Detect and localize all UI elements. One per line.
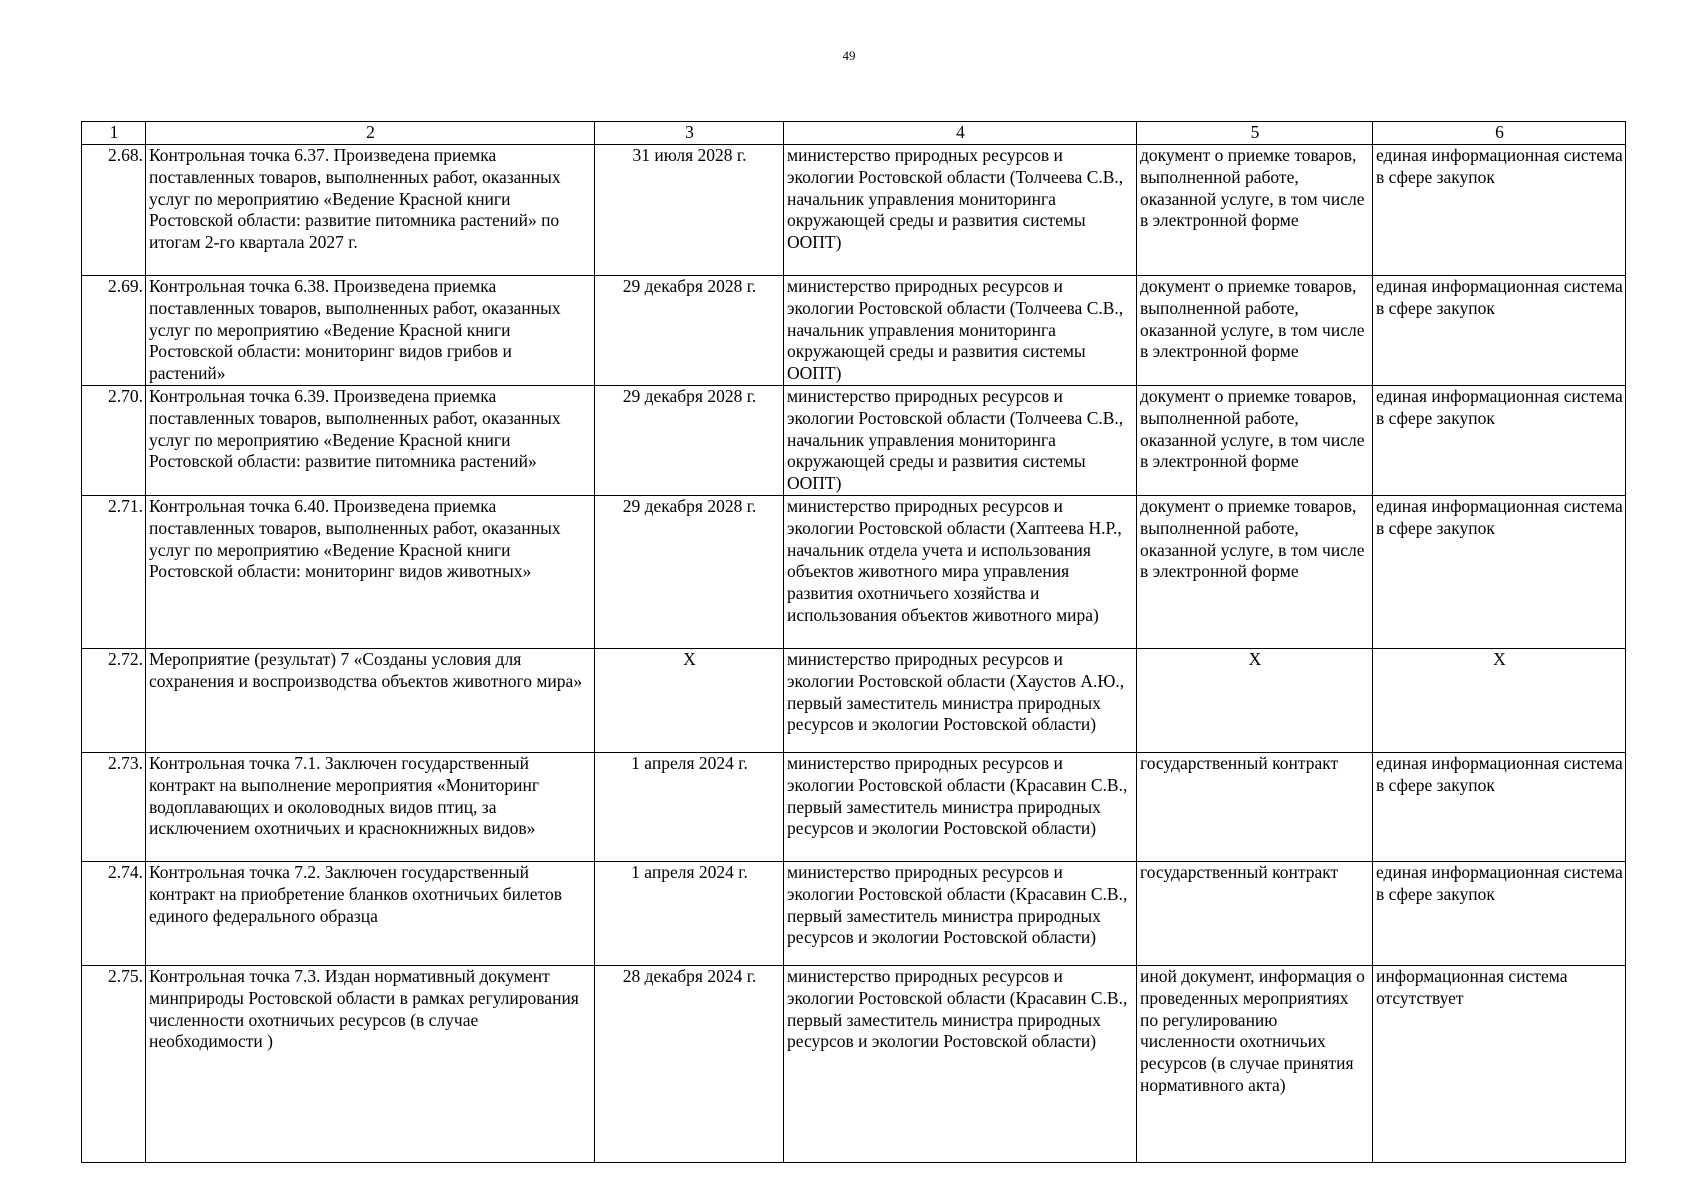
column-number: 3	[595, 122, 784, 145]
information-system: единая информационная система в сфере закупок	[1373, 276, 1626, 386]
responsible-executor: министерство природных ресурсов и экологии Ростовской области (Красавин С.В., первый заместитель министра природных ресурсов и экологии Ростовской области)	[784, 752, 1137, 861]
column-number: 5	[1137, 122, 1373, 145]
information-system: единая информационная система в сфере закупок	[1373, 752, 1626, 861]
column-number: 1	[82, 122, 146, 145]
responsible-executor: министерство природных ресурсов и экологии Ростовской области (Красавин С.В., первый заместитель министра природных ресурсов и экологии Ростовской области)	[784, 861, 1137, 965]
confirming-document: документ о приемке товаров, выполненной работе, оказанной услуге, в том числе в электронной форме	[1137, 145, 1373, 276]
due-date: 29 декабря 2028 г.	[595, 276, 784, 386]
due-date: 1 апреля 2024 г.	[595, 861, 784, 965]
column-number: 6	[1373, 122, 1626, 145]
row-number: 2.71.	[82, 495, 146, 648]
table-row	[82, 145, 1626, 276]
information-system: единая информационная система в сфере закупок	[1373, 861, 1626, 965]
table-row	[82, 276, 1626, 386]
due-date: 29 декабря 2028 г.	[595, 385, 784, 495]
table-row	[82, 752, 1626, 861]
responsible-executor: министерство природных ресурсов и экологии Ростовской области (Хаустов А.Ю., первый заместитель министра природных ресурсов и экологии Ростовской области)	[784, 648, 1137, 752]
confirming-document: документ о приемке товаров, выполненной работе, оказанной услуге, в том числе в электронной форме	[1137, 276, 1373, 386]
page-number: 49	[842, 48, 856, 63]
table-row	[82, 861, 1626, 965]
table-row	[82, 385, 1626, 495]
due-date: 28 декабря 2024 г.	[595, 965, 784, 1162]
information-system: единая информационная система в сфере закупок	[1373, 385, 1626, 495]
confirming-document: государственный контракт	[1137, 861, 1373, 965]
event-description: Контрольная точка 6.38. Произведена приемка поставленных товаров, выполненных работ, оказанных услуг по мероприятию «Ведение Красной книги Ростовской области: мониторинг видов грибов и растений»	[146, 276, 595, 386]
table-row	[82, 495, 1626, 648]
row-number: 2.75.	[82, 965, 146, 1162]
confirming-document: документ о приемке товаров, выполненной работе, оказанной услуге, в том числе в электронной форме	[1137, 495, 1373, 648]
due-date: 31 июля 2028 г.	[595, 145, 784, 276]
event-description: Контрольная точка 6.39. Произведена приемка поставленных товаров, выполненных работ, оказанных услуг по мероприятию «Ведение Красной книги Ростовской области: развитие питомника растений»	[146, 385, 595, 495]
column-number: 2	[146, 122, 595, 145]
confirming-document: документ о приемке товаров, выполненной работе, оказанной услуге, в том числе в электронной форме	[1137, 385, 1373, 495]
event-description: Контрольная точка 6.37. Произведена приемка поставленных товаров, выполненных работ, оказанных услуг по мероприятию «Ведение Красной книги Ростовской области: развитие питомника растений» по итогам 2-го квартала 2027 г.	[146, 145, 595, 276]
row-number: 2.69.	[82, 276, 146, 386]
row-number: 2.73.	[82, 752, 146, 861]
row-number: 2.70.	[82, 385, 146, 495]
event-description: Контрольная точка 7.1. Заключен государственный контракт на выполнение мероприятия «Мониторинг водоплавающих и околоводных видов птиц, за исключением охотничьих и краснокнижных видов»	[146, 752, 595, 861]
table-row	[82, 648, 1626, 752]
due-date: X	[595, 648, 784, 752]
column-number-row	[82, 122, 1626, 145]
confirming-document: иной документ, информация о проведенных мероприятиях по регулированию численности охотничьих ресурсов (в случае принятия нормативного акта)	[1137, 965, 1373, 1162]
information-system: единая информационная система в сфере закупок	[1373, 145, 1626, 276]
table-row	[82, 965, 1626, 1162]
plan-table	[81, 121, 1626, 1163]
event-description: Контрольная точка 7.2. Заключен государственный контракт на приобретение бланков охотничьих билетов единого федерального образца	[146, 861, 595, 965]
event-description: Контрольная точка 7.3. Издан нормативный документ минприроды Ростовской области в рамках регулирования численности охотничьих ресурсов (в случае необходимости )	[146, 965, 595, 1162]
event-description: Контрольная точка 6.40. Произведена приемка поставленных товаров, выполненных работ, оказанных услуг по мероприятию «Ведение Красной книги Ростовской области: мониторинг видов животных»	[146, 495, 595, 648]
responsible-executor: министерство природных ресурсов и экологии Ростовской области (Толчеева С.В., начальник управления мониторинга окружающей среды и развития системы ООПТ)	[784, 276, 1137, 386]
due-date: 29 декабря 2028 г.	[595, 495, 784, 648]
event-description: Мероприятие (результат) 7 «Созданы условия для сохранения и воспроизводства объектов животного мира»	[146, 648, 595, 752]
confirming-document: X	[1137, 648, 1373, 752]
row-number: 2.74.	[82, 861, 146, 965]
row-number: 2.72.	[82, 648, 146, 752]
information-system: информационная система отсутствует	[1373, 965, 1626, 1162]
confirming-document: государственный контракт	[1137, 752, 1373, 861]
responsible-executor: министерство природных ресурсов и экологии Ростовской области (Красавин С.В., первый заместитель министра природных ресурсов и экологии Ростовской области)	[784, 965, 1137, 1162]
responsible-executor: министерство природных ресурсов и экологии Ростовской области (Хаптеева Н.Р., начальник отдела учета и использования объектов животного мира управления развития охотничьего хозяйства и использования объектов животного мира)	[784, 495, 1137, 648]
information-system: X	[1373, 648, 1626, 752]
information-system: единая информационная система в сфере закупок	[1373, 495, 1626, 648]
row-number: 2.68.	[82, 145, 146, 276]
column-number: 4	[784, 122, 1137, 145]
responsible-executor: министерство природных ресурсов и экологии Ростовской области (Толчеева С.В., начальник управления мониторинга окружающей среды и развития системы ООПТ)	[784, 385, 1137, 495]
responsible-executor: министерство природных ресурсов и экологии Ростовской области (Толчеева С.В., начальник управления мониторинга окружающей среды и развития системы ООПТ)	[784, 145, 1137, 276]
due-date: 1 апреля 2024 г.	[595, 752, 784, 861]
